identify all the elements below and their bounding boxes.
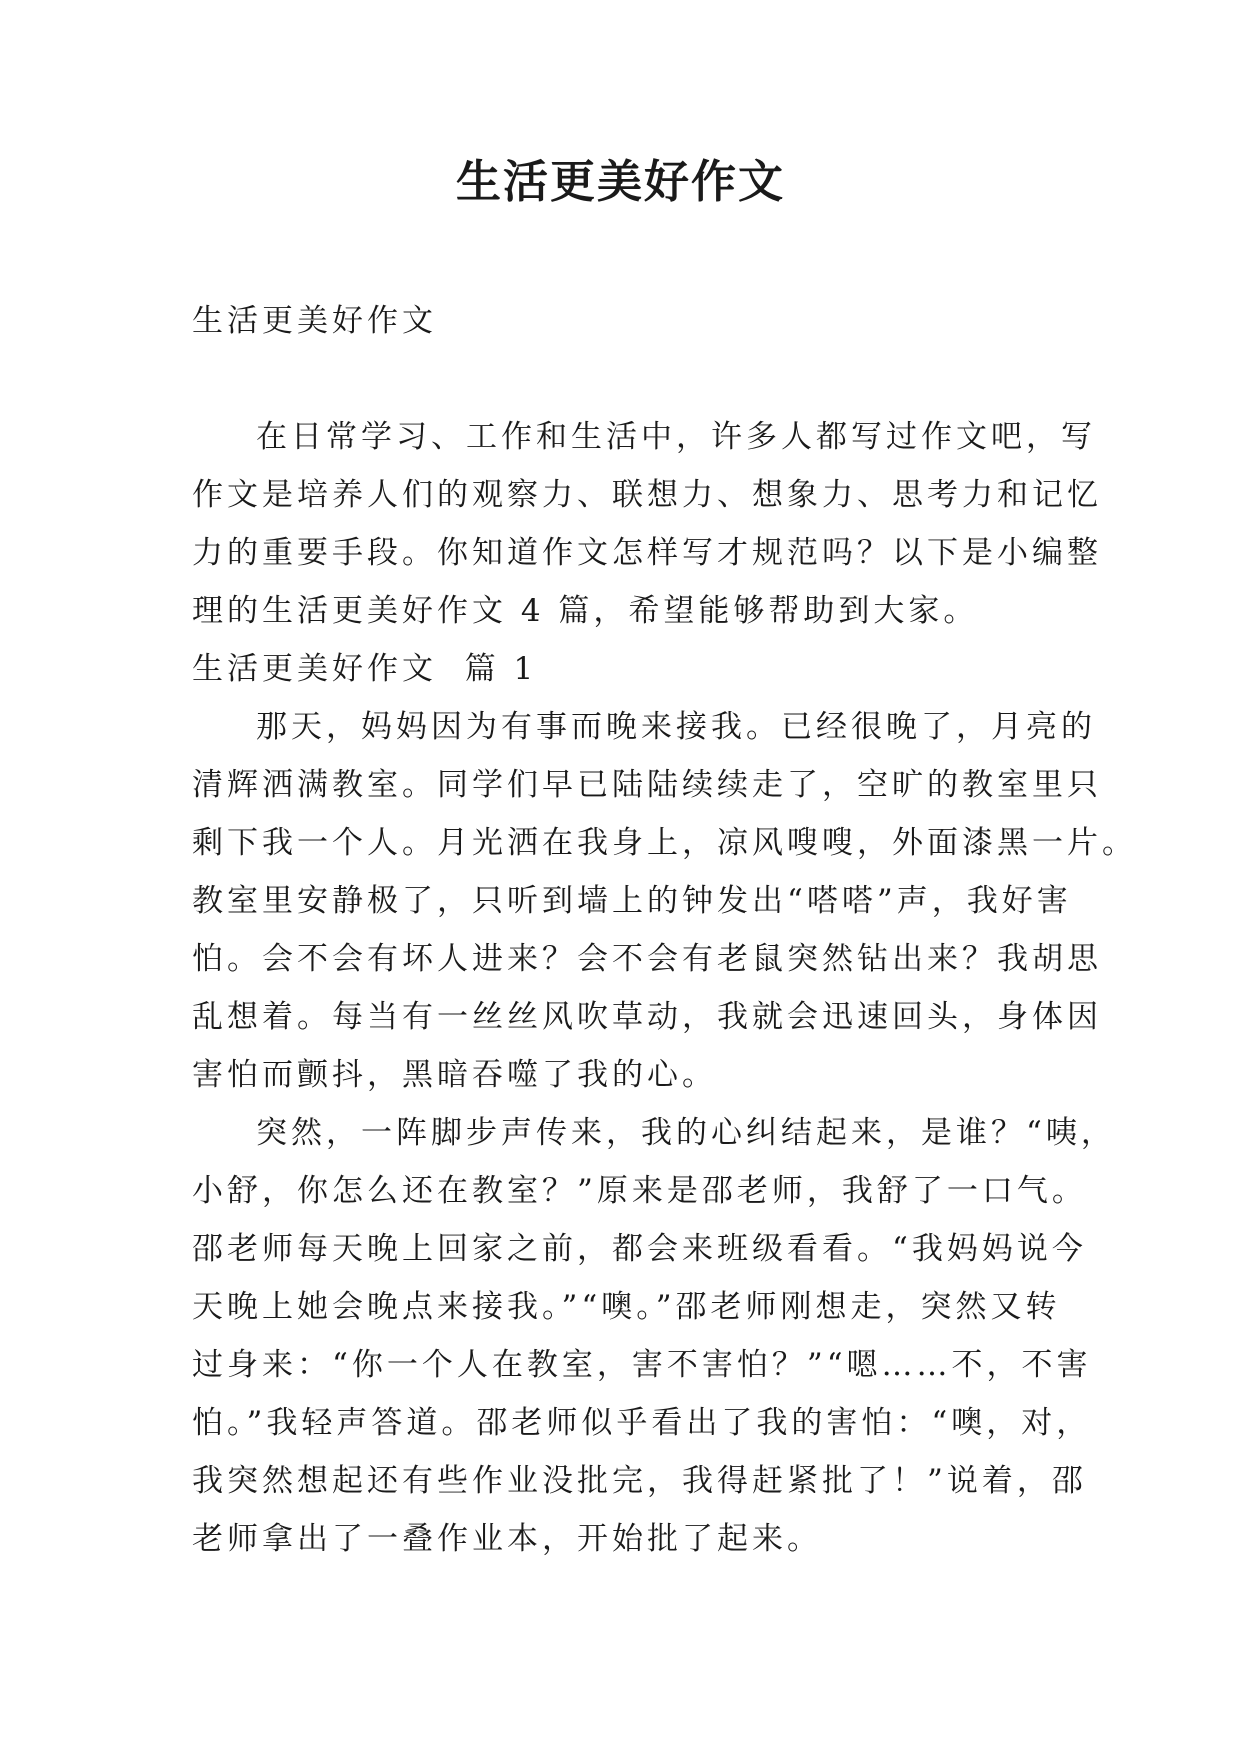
paragraph-line: 怕。”我轻声答道。邵老师似乎看出了我的害怕：“噢，对，	[192, 1405, 1092, 1441]
paragraph-line: 老师拿出了一叠作业本，开始批了起来。	[192, 1521, 822, 1557]
paragraph-line: 教室里安静极了，只听到墙上的钟发出“嗒嗒”声，我好害	[192, 883, 1072, 919]
paragraph-line: 理的生活更美好作文 4 篇，希望能够帮助到大家。	[192, 593, 979, 629]
section-heading: 生活更美好作文 篇 1	[192, 651, 538, 687]
paragraph-line: 清辉洒满教室。同学们早已陆陆续续走了，空旷的教室里只	[192, 767, 1102, 803]
paragraph-line: 天晚上她会晚点来接我。”“噢。”邵老师刚想走，突然又转	[192, 1289, 1061, 1325]
paragraph-line: 作文是培养人们的观察力、联想力、想象力、思考力和记忆	[192, 477, 1102, 513]
intro-paragraph	[192, 408, 1102, 640]
paragraph-line: 怕。会不会有坏人进来？会不会有老鼠突然钻出来？我胡思	[192, 941, 1102, 977]
document-subtitle: 生活更美好作文	[192, 303, 437, 339]
paragraph-line: 在日常学习、工作和生活中，许多人都写过作文吧，写	[256, 419, 1096, 455]
story-paragraph-2	[192, 1104, 1116, 1568]
paragraph-line: 过身来：“你一个人在教室，害不害怕？”“嗯……不，不害	[192, 1347, 1092, 1383]
paragraph-line: 小舒，你怎么还在教室？”原来是邵老师，我舒了一口气。	[192, 1173, 1087, 1209]
document-title: 生活更美好作文	[455, 155, 785, 208]
paragraph-line: 突然，一阵脚步声传来，我的心纠结起来，是谁？“咦，	[256, 1115, 1116, 1151]
paragraph-line: 害怕而颤抖，黑暗吞噬了我的心。	[192, 1057, 717, 1093]
paragraph-line: 那天，妈妈因为有事而晚来接我。已经很晚了，月亮的	[256, 709, 1096, 745]
paragraph-line: 乱想着。每当有一丝丝风吹草动，我就会迅速回头，身体因	[192, 999, 1102, 1035]
story-paragraph-1	[192, 698, 1137, 1104]
paragraph-line: 力的重要手段。你知道作文怎样写才规范吗？以下是小编整	[192, 535, 1102, 571]
document-body	[192, 292, 1137, 1568]
paragraph-line: 我突然想起还有些作业没批完，我得赶紧批了！”说着，邵	[192, 1463, 1087, 1499]
paragraph-line: 剩下我一个人。月光洒在我身上，凉风嗖嗖，外面漆黑一片。	[192, 825, 1137, 861]
paragraph-line: 邵老师每天晚上回家之前，都会来班级看看。“我妈妈说今	[192, 1231, 1087, 1267]
